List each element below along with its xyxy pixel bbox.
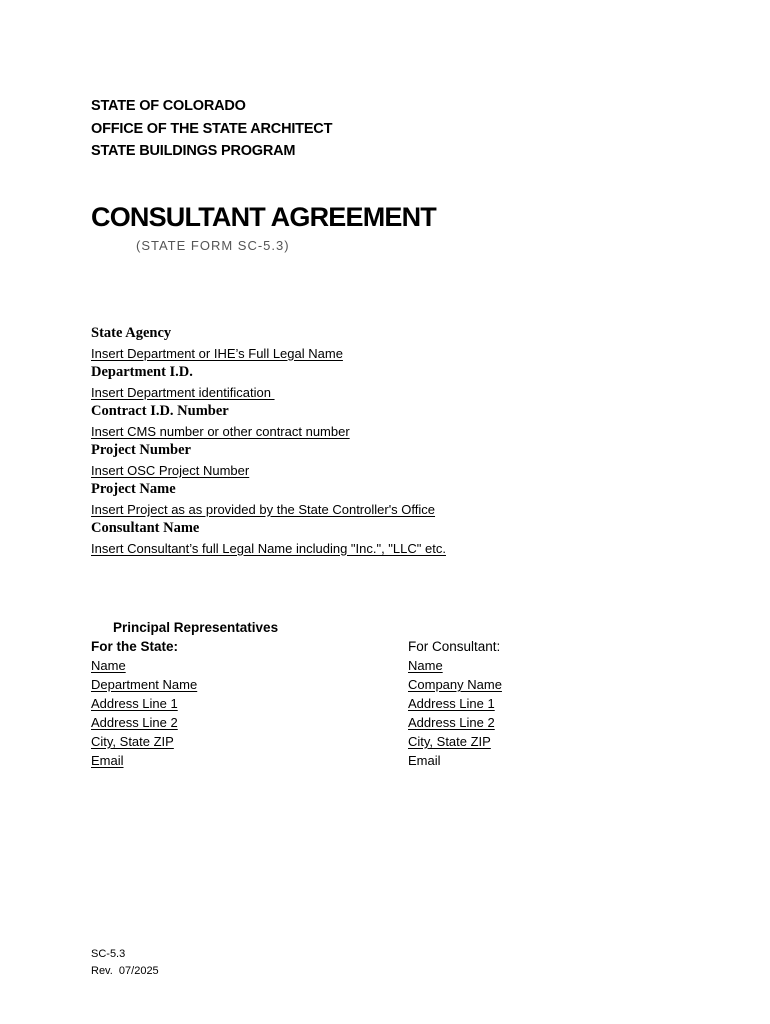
- consultant-rep-address-1[interactable]: Address Line 1: [408, 696, 495, 711]
- principal-representatives-heading: Principal Representatives: [113, 620, 279, 635]
- field-value-state-agency[interactable]: Insert Department or IHE’s Full Legal Name: [91, 345, 343, 361]
- consultant-rep-address-2[interactable]: Address Line 2: [408, 715, 495, 730]
- consultant-rep-company[interactable]: Company Name: [408, 677, 502, 692]
- field-label-contract-id: Contract I.D. Number: [91, 403, 229, 419]
- header-program: STATE BUILDINGS PROGRAM: [91, 143, 296, 159]
- field-value-project-name[interactable]: Insert Project as as provided by the State Controller's Office: [91, 501, 436, 517]
- state-rep-address-1[interactable]: Address Line 1: [91, 696, 178, 711]
- consultant-representative-block: [408, 637, 708, 770]
- state-rep-email[interactable]: Email: [91, 753, 124, 768]
- field-value-consultant-name[interactable]: Insert Consultant’s full Legal Name including "Inc.", "LLC" etc.: [91, 540, 446, 556]
- state-representative-block: [91, 637, 391, 770]
- state-rep-name[interactable]: Name: [91, 658, 126, 673]
- agreement-fields: [91, 324, 651, 558]
- footer-form-code: SC-5.3: [91, 948, 126, 960]
- page-footer: [91, 946, 159, 979]
- field-value-project-number[interactable]: Insert OSC Project Number: [91, 462, 250, 478]
- header-state: STATE OF COLORADO: [91, 98, 246, 114]
- field-label-consultant-name: Consultant Name: [91, 520, 200, 536]
- agency-header: [91, 95, 511, 163]
- field-label-project-number: Project Number: [91, 442, 191, 458]
- consultant-rep-email[interactable]: Email: [408, 753, 441, 768]
- field-label-project-name: Project Name: [91, 481, 176, 497]
- field-label-department-id: Department I.D.: [91, 364, 193, 380]
- consultant-rep-name[interactable]: Name: [408, 658, 443, 673]
- field-value-department-id[interactable]: Insert Department identification: [91, 384, 275, 400]
- state-rep-title: For the State:: [91, 639, 179, 654]
- consultant-rep-city-state-zip[interactable]: City, State ZIP: [408, 734, 491, 749]
- field-value-contract-id[interactable]: Insert CMS number or other contract number: [91, 423, 350, 439]
- state-rep-department[interactable]: Department Name: [91, 677, 198, 692]
- document-subtitle: (STATE FORM SC-5.3): [136, 238, 290, 253]
- consultant-rep-title: For Consultant:: [408, 639, 501, 654]
- state-rep-city-state-zip[interactable]: City, State ZIP: [91, 734, 174, 749]
- footer-revision: Rev. 07/2025: [91, 964, 159, 977]
- document-title: CONSULTANT AGREEMENT: [91, 202, 436, 232]
- header-office: OFFICE OF THE STATE ARCHITECT: [91, 120, 333, 137]
- state-rep-address-2[interactable]: Address Line 2: [91, 715, 178, 730]
- field-label-state-agency: State Agency: [91, 325, 172, 341]
